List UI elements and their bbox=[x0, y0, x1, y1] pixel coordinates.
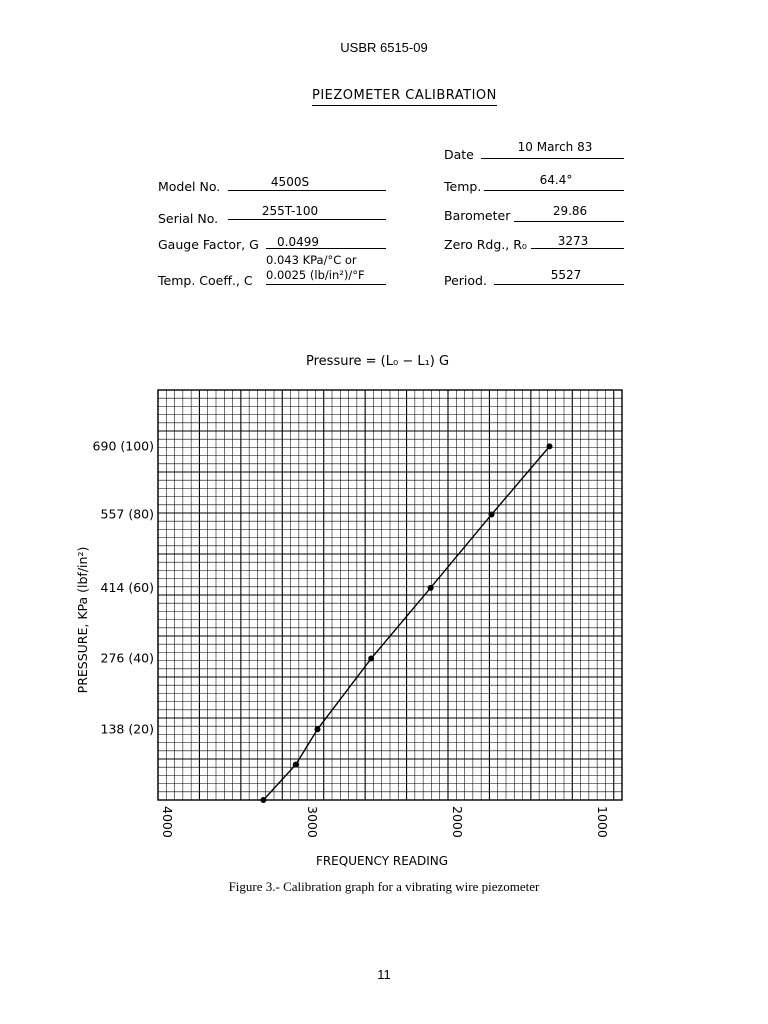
y-tick-labels bbox=[93, 438, 154, 736]
temp-coeff-label: Temp. Coeff., C bbox=[158, 273, 253, 288]
gauge-factor-label: Gauge Factor, G bbox=[158, 237, 259, 252]
chart-grid bbox=[158, 390, 622, 800]
zero-reading-value: 3273 bbox=[557, 234, 589, 248]
data-point bbox=[368, 656, 374, 662]
gauge-factor-value: 0.0499 bbox=[277, 235, 319, 249]
zero-reading-label: Zero Rdg., R₀ bbox=[444, 237, 527, 252]
document-header: USBR 6515-09 bbox=[340, 40, 428, 55]
data-point bbox=[315, 726, 321, 732]
pressure-formula: Pressure = (L₀ − L₁) G bbox=[306, 354, 450, 369]
x-tick-label: 1000 bbox=[595, 806, 610, 838]
y-tick-label: 557 (80) bbox=[100, 506, 154, 522]
serial-label: Serial No. bbox=[158, 211, 219, 226]
y-tick-label: 414 (60) bbox=[100, 579, 154, 595]
x-tick-label: 3000 bbox=[305, 806, 320, 838]
document-title: PIEZOMETER CALIBRATION bbox=[312, 88, 497, 106]
period-label: Period. bbox=[444, 273, 487, 288]
date-value: 10 March 83 bbox=[517, 140, 593, 154]
y-axis-label: PRESSURE, KPa (lbf/in²) bbox=[75, 546, 90, 694]
temp-value: 64.4° bbox=[539, 173, 573, 187]
date-label: Date bbox=[444, 147, 474, 162]
y-tick-label: 690 (100) bbox=[92, 438, 154, 454]
barometer-label: Barometer bbox=[444, 208, 511, 223]
temp-coeff-value-1: 0.043 KPa/°C or bbox=[266, 253, 357, 267]
x-axis-label: FREQUENCY READING bbox=[315, 854, 449, 868]
period-value: 5527 bbox=[550, 268, 582, 282]
temp-label: Temp. bbox=[444, 179, 482, 194]
data-point bbox=[489, 512, 495, 518]
data-point bbox=[547, 443, 553, 449]
x-tick-label: 4000 bbox=[160, 806, 175, 838]
data-point bbox=[260, 797, 266, 803]
x-tick-label: 2000 bbox=[450, 806, 465, 838]
y-tick-label: 138 (20) bbox=[100, 721, 154, 737]
figure-caption: Figure 3.- Calibration graph for a vibrating wire piezometer bbox=[228, 879, 540, 894]
serial-value: 255T-100 bbox=[261, 204, 319, 218]
barometer-value: 29.86 bbox=[552, 204, 588, 218]
model-value: 4500S bbox=[270, 175, 310, 189]
data-point bbox=[293, 762, 299, 768]
x-tick-labels bbox=[160, 806, 610, 838]
data-point bbox=[428, 585, 434, 591]
y-tick-label: 276 (40) bbox=[100, 650, 154, 666]
model-label: Model No. bbox=[158, 179, 221, 194]
page-number: 11 bbox=[377, 967, 391, 982]
temp-coeff-value-2: 0.0025 (lb/in²)/°F bbox=[266, 268, 365, 282]
